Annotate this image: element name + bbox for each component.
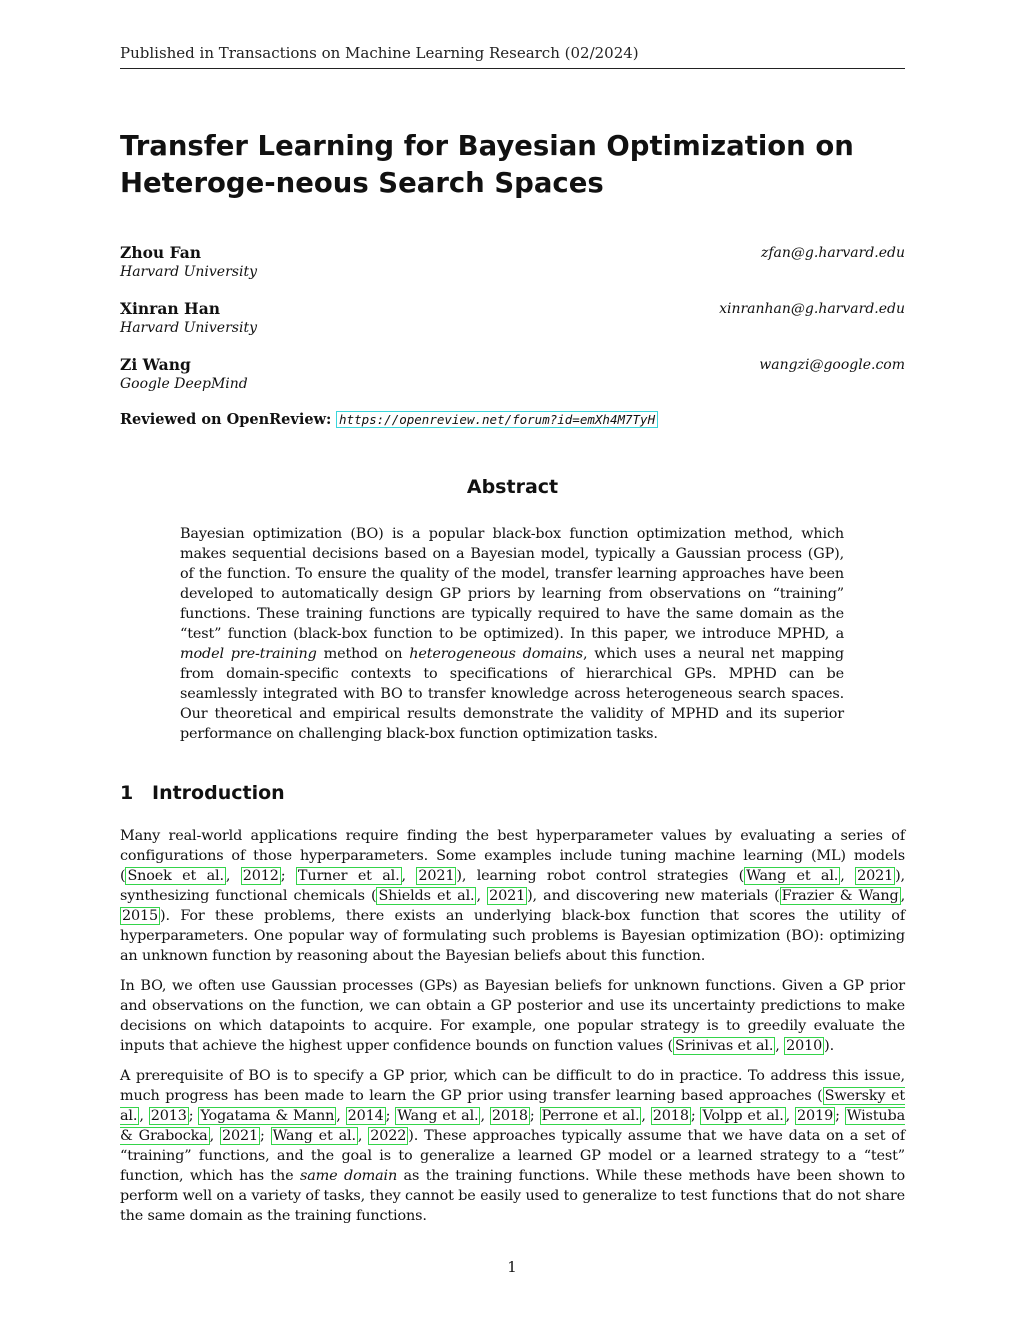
citation-link[interactable]: Snoek et al. xyxy=(127,868,224,884)
citation-link[interactable]: Frazier & Wang xyxy=(781,888,899,904)
author-email: wangzi@google.com xyxy=(759,357,905,373)
review-label: Reviewed on OpenReview: xyxy=(120,411,332,428)
citation-link[interactable]: Wang et al. xyxy=(746,868,839,884)
author-block xyxy=(120,243,905,280)
citation-link[interactable]: 2018 xyxy=(652,1108,689,1124)
citation-link[interactable]: Perrone et al. xyxy=(541,1108,640,1124)
intro-paragraph-1: Many real-world applications require finding the best hyperparameter values by evaluating a series of configurations of those hyperparameters. Some examples include tuning machine learning (ML) models ( Snoek et al. , 2012 ; Turner et al. , 2021 ), learning robot control strategies ( Wang et al. , 2021 ), synthesizing functional chemicals ( Shields et al. , 2021 ), and discovering new materials ( Frazier & Wang , 2015 ). For these problems, there exists an underlying black-box function that scores the utility of hyperparameters. One popular way of formulating such problems is Bayesian optimization (BO): optimizing an unknown function by reasoning about the Bayesian beliefs about this function. xyxy=(120,828,905,964)
author-affiliation: Harvard University xyxy=(120,320,257,336)
intro-paragraph-2: In BO, we often use Gaussian processes (GPs) as Bayesian beliefs for unknown functions. Given a GP prior and observations on the function, we can obtain a GP posterior and use its uncertainty predictions to make decisions on which datapoints to acquire. For example, one popular strategy is to greedily evaluate the inputs that achieve the highest upper confidence bounds on function values ( Srinivas et al. , 2010 ). xyxy=(120,978,905,1054)
section-number: 1 xyxy=(120,782,134,804)
openreview-link[interactable]: https://openreview.net/forum?id=emXh4M7TyH xyxy=(336,411,658,428)
emphasis: heterogeneous domains xyxy=(409,646,583,662)
author-affiliation: Google DeepMind xyxy=(120,376,248,392)
citation-link[interactable]: 2019 xyxy=(797,1108,834,1124)
citation-link[interactable]: 2022 xyxy=(370,1128,407,1144)
citation-link[interactable]: Wang et al. xyxy=(397,1108,479,1124)
citation-link[interactable]: 2012 xyxy=(242,868,279,884)
citation-link[interactable]: 2021 xyxy=(221,1128,259,1144)
abstract-text: Bayesian optimization (BO) is a popular black-box function optimization method, which makes sequential decisions based on a Bayesian model, typically a Gaussian process (GP), of the function. To ensure the quality of the model, transfer learning approaches have been developed to automatically design GP priors by learning from observations on “training” functions. These training functions are typically required to have the same domain as the “test” function (black-box function to be optimized). In this paper, we introduce MPHD, a model pre-training method on heterogeneous domains, which uses a neural net mapping from domain-specific contexts to specifications of hierarchical GPs. MPHD can be seamlessly integrated with BO to transfer knowledge across heterogeneous search spaces. Our theoretical and empirical results demonstrate the validity of MPHD and its superior performance on challenging black-box function optimization tasks. xyxy=(180,526,844,742)
emphasis: model pre-training xyxy=(180,646,317,662)
paper-title: Transfer Learning for Bayesian Optimization on Heteroge-neous Search Spaces xyxy=(120,130,854,199)
citation-link[interactable]: Volpp et al. xyxy=(702,1108,784,1124)
author-email: xinranhan@g.harvard.edu xyxy=(719,301,905,317)
running-head: Published in Transactions on Machine Learning Research (02/2024) xyxy=(120,44,905,69)
citation-link[interactable]: Swersky et al. xyxy=(120,1088,905,1124)
review-line xyxy=(120,411,658,428)
intro-paragraph-3: A prerequisite of BO is to specify a GP prior, which can be difficult to do in practice. To address this issue, much progress has been made to learn the GP prior using transfer learning based approaches ( Swersky et al. , 2013 ; Yogatama & Mann , 2014 ; Wang et al. , 2018 ; Perrone et al. , 2018 ; Volpp et al. , 2019 ; Wistuba & Grabocka , 2021 ; Wang et al. , 2022 ). These approaches typically assume that we have data on a set of “training” functions, and the goal is to generalize a learned GP model or a learned strategy to a “test” function, which has the same domain as the training functions. While these methods have been shown to perform well on a variety of tasks, they cannot be easily used to generalize to test functions that do not share the same domain as the training functions. xyxy=(120,1068,906,1224)
author-name: Zhou Fan xyxy=(120,243,202,262)
citation-link[interactable]: 2015 xyxy=(122,908,159,924)
citation-link[interactable]: 2013 xyxy=(150,1108,187,1124)
author-name: Xinran Han xyxy=(120,299,221,318)
citation-link[interactable]: 2021 xyxy=(489,888,526,904)
section-title: Introduction xyxy=(152,782,285,804)
citation-link[interactable]: Shields et al. xyxy=(378,888,475,904)
author-name: Zi Wang xyxy=(120,355,191,374)
author-block xyxy=(120,299,905,336)
author-affiliation: Harvard University xyxy=(120,264,257,280)
citation-link[interactable]: 2010 xyxy=(786,1038,823,1054)
citation-link[interactable]: Wang et al. xyxy=(272,1128,356,1144)
page-number: 1 xyxy=(507,1258,517,1276)
citation-link[interactable]: Turner et al. xyxy=(297,868,400,884)
citation-link[interactable]: 2014 xyxy=(347,1108,384,1124)
section-heading xyxy=(120,782,285,804)
citation-link[interactable]: Wistuba & Grabocka xyxy=(120,1108,906,1144)
citation-link[interactable]: 2021 xyxy=(857,868,894,884)
citation-link[interactable]: 2021 xyxy=(418,868,455,884)
author-email: zfan@g.harvard.edu xyxy=(760,245,905,261)
citation-link[interactable]: 2018 xyxy=(491,1108,528,1124)
author-block xyxy=(120,355,905,392)
citation-link[interactable]: Yogatama & Mann xyxy=(200,1108,335,1124)
citation-link[interactable]: Srinivas et al. xyxy=(674,1038,774,1054)
emphasis: same domain xyxy=(300,1168,398,1184)
abstract-heading: Abstract xyxy=(466,476,559,498)
